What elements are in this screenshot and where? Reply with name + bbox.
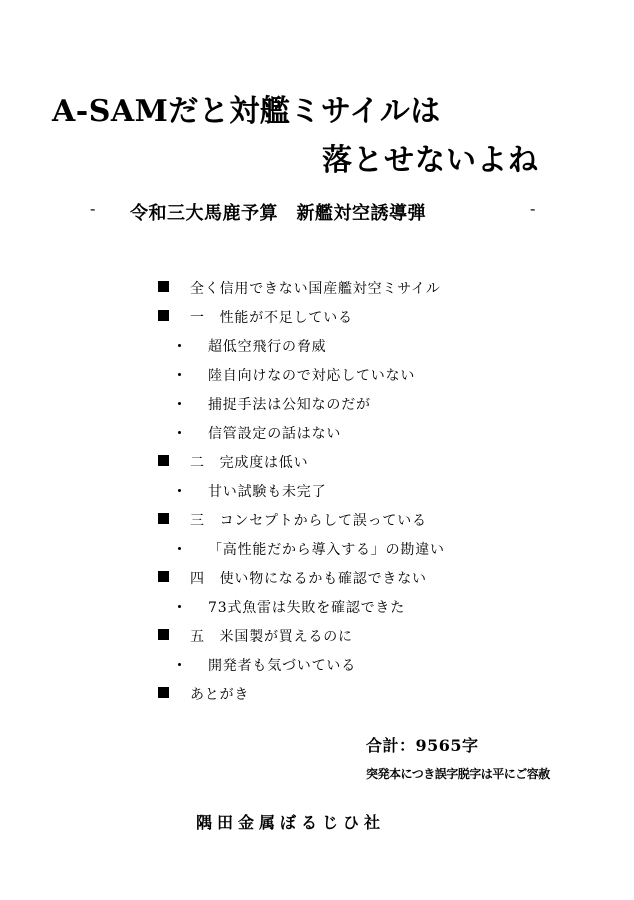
toc-item-text: 二 完成度は低い bbox=[190, 455, 309, 471]
bullet-dot-icon bbox=[178, 547, 181, 550]
character-total: 合計：9565字 bbox=[366, 736, 479, 755]
bullet-dot-icon bbox=[178, 402, 181, 405]
toc-item-text: 捕捉手法は公知なのだが bbox=[208, 397, 371, 413]
toc-item-text: 一 性能が不足している bbox=[190, 310, 353, 326]
typo-apology-note: 突発本につき誤字脱字は平にご容赦 bbox=[366, 767, 550, 781]
toc-item-text: 超低空飛行の脅威 bbox=[208, 339, 327, 355]
square-bullet-icon bbox=[158, 455, 169, 466]
toc-item-text: 陸自向けなので対応していない bbox=[208, 368, 416, 384]
title-line-1: A-SAMだと対艦ミサイルは bbox=[52, 94, 441, 129]
toc-item-text: 甘い試験も未完了 bbox=[208, 484, 327, 500]
bullet-dot-icon bbox=[178, 605, 181, 608]
publisher-name: 隅田金属ぼるじひ社 bbox=[196, 813, 386, 832]
subtitle-text: 令和三大馬鹿予算 新艦対空誘導弾 bbox=[130, 203, 426, 224]
square-bullet-icon bbox=[158, 687, 169, 698]
bullet-dot-icon bbox=[178, 373, 181, 376]
square-bullet-icon bbox=[158, 513, 169, 524]
toc-item-text: 開発者も気づいている bbox=[208, 658, 356, 674]
toc-item-text: 四 使い物になるかも確認できない bbox=[190, 571, 427, 587]
toc-item-text: 五 米国製が買えるのに bbox=[190, 629, 353, 645]
toc-item-text: 信管設定の話はない bbox=[208, 426, 342, 442]
toc-item-text: 「高性能だから導入する」の勘違い bbox=[208, 542, 445, 558]
bullet-dot-icon bbox=[178, 431, 181, 434]
square-bullet-icon bbox=[158, 281, 169, 292]
subtitle-dash-left: - bbox=[90, 199, 96, 218]
square-bullet-icon bbox=[158, 629, 169, 640]
bullet-dot-icon bbox=[178, 489, 181, 492]
bullet-dot-icon bbox=[178, 344, 181, 347]
title-line-2: 落とせないよね bbox=[322, 143, 539, 178]
bullet-dot-icon bbox=[178, 663, 181, 666]
toc-item-text: 73式魚雷は失敗を確認できた bbox=[208, 600, 406, 616]
toc-item-text: 三 コンセプトからして誤っている bbox=[190, 513, 427, 529]
toc-item-text: 全く信用できない国産艦対空ミサイル bbox=[190, 281, 441, 297]
square-bullet-icon bbox=[158, 310, 169, 321]
subtitle-dash-right: - bbox=[530, 199, 536, 218]
toc-item-text: あとがき bbox=[190, 687, 250, 703]
square-bullet-icon bbox=[158, 571, 169, 582]
